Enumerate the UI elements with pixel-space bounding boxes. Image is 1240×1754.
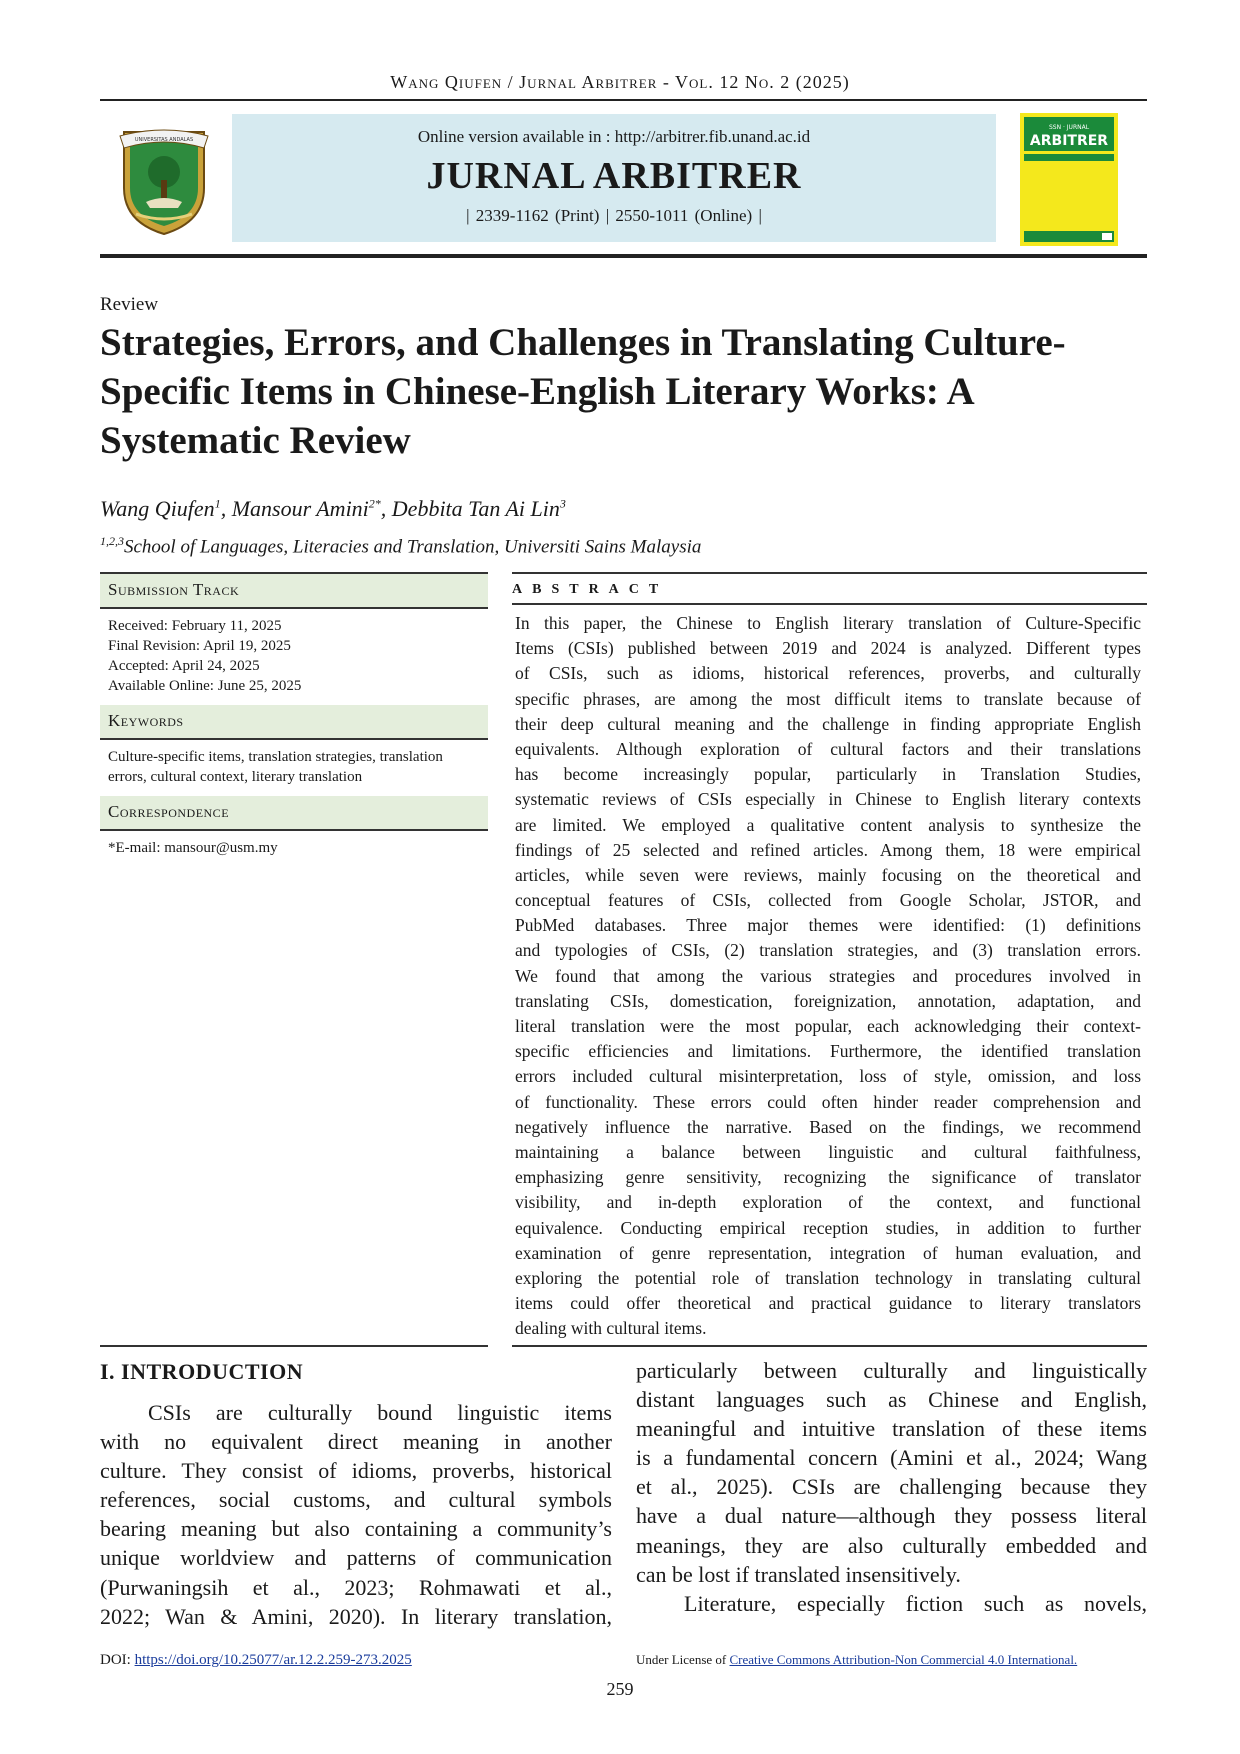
- author-name: Wang Qiufen: [100, 496, 215, 521]
- correspondence-body: [100, 831, 488, 867]
- keywords-heading: Keywords: [100, 705, 488, 738]
- submission-date: Available Online: June 25, 2025: [108, 678, 302, 694]
- doi-link[interactable]: https://doi.org/10.25077/ar.12.2.259-273.2025: [134, 1652, 412, 1668]
- university-seal-icon: [116, 126, 212, 236]
- keywords-line: Culture-specific items, translation strategies, translation: [108, 749, 443, 765]
- submission-track-heading: Submission Track: [100, 574, 488, 607]
- paragraph-line: culture. They consist of idioms, proverbs, historical: [100, 1458, 612, 1484]
- author-sup: 3: [559, 496, 566, 511]
- affiliation-sup: 1,2,3: [100, 534, 124, 548]
- author-sup: 2*: [368, 496, 381, 511]
- abstract-line: items could offer theoretical and practical guidance to literary translators: [515, 1293, 1141, 1314]
- abstract-line: articles, while seven were reviews, mainly focusing on the theoretical and: [515, 864, 1141, 885]
- abstract-line: emphasizing genre sensitivity, recognizing the significance of translator: [515, 1167, 1141, 1188]
- paragraph-line: can be lost if translated insensitively.: [636, 1561, 961, 1587]
- abstract-line: and typologies of CSIs, (2) translation strategies, and (3) translation errors.: [515, 940, 1141, 961]
- affiliation: [100, 534, 701, 558]
- abstract-heading: ABSTRACT: [512, 582, 669, 597]
- intro-column-left: [100, 1398, 612, 1631]
- abstract-text: [515, 611, 1141, 1341]
- title-line: Specific Items in Chinese-English Literary Works: A: [100, 370, 975, 413]
- abstract-line: of functionality. These errors could often hinder reader comprehension and: [515, 1091, 1141, 1112]
- paragraph-line: unique worldview and patterns of communication: [100, 1545, 612, 1571]
- abstract-line: specific efficiencies and limitations. Furthermore, the identified translation: [515, 1041, 1141, 1062]
- section-heading-introduction: I. INTRODUCTION: [100, 1359, 304, 1384]
- submission-track-body: [100, 609, 488, 705]
- abstract-line: PubMed databases. Three major themes were identified: (1) definitions: [515, 915, 1141, 936]
- submission-date: Received: February 11, 2025: [108, 618, 282, 634]
- abstract-line: maintaining a balance between linguistic and cultural faithfulness,: [515, 1141, 1141, 1162]
- abstract-line: We found that among the various strategies and procedures involved in: [515, 965, 1141, 986]
- paragraph-line: distant languages such as Chinese and English,: [636, 1387, 1147, 1413]
- paragraph-line: 2022; Wan & Amini, 2020). In literary translation,: [100, 1603, 612, 1629]
- abstract-line: findings of 25 selected and refined articles. Among them, 18 were empirical: [515, 839, 1141, 860]
- abstract-line: are limited. We employed a qualitative content analysis to synthesize the: [515, 814, 1141, 835]
- article-type: Review: [100, 294, 159, 315]
- author-name: Mansour Amini: [231, 496, 369, 521]
- abstract-top-rule: [512, 572, 1147, 574]
- intro-column-right: [636, 1356, 1147, 1618]
- abstract-line: equivalents. Although exploration of cultural factors and their translations: [515, 738, 1141, 759]
- seal-ribbon-text: UNIVERSITAS ANDALAS: [134, 137, 194, 143]
- abstract-line: systematic reviews of CSIs especially in Chinese to English literary contexts: [515, 789, 1141, 810]
- abstract-line: translating CSIs, domestication, foreignization, annotation, adaptation, and: [515, 990, 1141, 1011]
- title-line: Systematic Review: [100, 419, 411, 462]
- paragraph-line: meaningful and intuitive translation of these items: [636, 1416, 1147, 1442]
- keywords-body: [100, 740, 488, 796]
- submission-date: Final Revision: April 19, 2025: [108, 638, 291, 654]
- doi-label: DOI:: [100, 1652, 135, 1668]
- abstract-bottom-rule: [512, 1345, 1147, 1347]
- journal-cover-icon: [1020, 113, 1118, 246]
- abstract-line: their deep cultural meaning and the challenge in finding appropriate English: [515, 713, 1141, 734]
- abstract-heading-rule: [512, 603, 1147, 605]
- submission-date: Accepted: April 24, 2025: [108, 658, 260, 674]
- correspondence-email: *E-mail: mansour@usm.my: [108, 840, 278, 856]
- abstract-line: conceptual features of CSIs, collected from Google Scholar, JSTOR, and: [515, 890, 1141, 911]
- page-number: 259: [606, 1679, 634, 1699]
- cover-small-text: SSN · JURNAL: [1048, 124, 1090, 131]
- paragraph-line: is a fundamental concern (Amini et al., 2024; Wang: [636, 1445, 1147, 1471]
- sidebar-bottom-rule: [100, 1345, 488, 1347]
- paragraph-line: with no equivalent direct meaning in another: [100, 1429, 612, 1455]
- abstract-line: equivalence. Conducting empirical reception studies, in addition to further: [515, 1217, 1141, 1238]
- license-label: Under License of: [636, 1652, 730, 1667]
- paragraph-line: references, social customs, and cultural symbols: [100, 1487, 612, 1513]
- paragraph-line: bearing meaning but also containing a community’s: [100, 1516, 612, 1542]
- abstract-line: negatively influence the narrative. Based on the findings, we recommend: [515, 1116, 1141, 1137]
- keywords-line: errors, cultural context, literary translation: [108, 769, 363, 785]
- correspondence-heading: Correspondence: [100, 796, 488, 829]
- abstract-line: exploring the potential role of translation technology in translating cultural: [515, 1267, 1141, 1288]
- affiliation-text: School of Languages, Literacies and Translation, Universiti Sains Malaysia: [124, 536, 702, 558]
- doi-line: [100, 1652, 412, 1669]
- paragraph-line: have a dual nature—although they possess literal: [636, 1503, 1147, 1529]
- license-line: [636, 1652, 1077, 1668]
- journal-title: JURNAL ARBITRER: [426, 155, 802, 197]
- author-name: Debbita Tan Ai Lin: [391, 496, 560, 521]
- abstract-line: visibility, and in-depth exploration of the context, and functional: [515, 1192, 1141, 1213]
- abstract-line: of CSIs, such as idioms, historical references, proverbs, and culturally: [515, 663, 1141, 684]
- license-link[interactable]: Creative Commons Attribution-Non Commercial 4.0 International.: [729, 1652, 1078, 1667]
- banner-bottom-rule: [100, 254, 1147, 258]
- abstract-line: examination of genre representation, integration of human evaluation, and: [515, 1242, 1141, 1263]
- author-list: Wang Qiufen$^1$, Mansour Amini$^{2*}$, Debbita Tan Ai Lin$^3$: [100, 496, 566, 521]
- journal-banner: [232, 114, 996, 242]
- abstract-line: errors included cultural misinterpretation, loss of style, omission, and loss: [515, 1066, 1141, 1087]
- paragraph-line: (Purwaningsih et al., 2023; Rohmawati et al.,: [100, 1574, 612, 1600]
- header-rule: [100, 99, 1147, 101]
- abstract-line: specific phrases, are among the most difficult items to translate because of: [515, 688, 1141, 709]
- author-sup: 1: [214, 496, 221, 511]
- paragraph-line: et al., 2025). CSIs are challenging because they: [636, 1474, 1147, 1500]
- paragraph-line: Literature, especially fiction such as novels,: [684, 1590, 1147, 1616]
- article-title: [100, 318, 1145, 465]
- abstract-line: literal translation were the most popular, each acknowledging their context-: [515, 1016, 1141, 1036]
- issn-line: | 2339-1162 (Print) | 2550-1011 (Online) |: [466, 206, 762, 225]
- running-head: Wang Qiufen / Jurnal Arbitrer - Vol. 12 No. 2 (2025): [390, 72, 850, 92]
- article-info-sidebar: [100, 572, 488, 867]
- online-version-text: Online version available in : http://arbitrer.fib.unand.ac.id: [417, 127, 811, 146]
- abstract-line: Items (CSIs) published between 2019 and 2024 is analyzed. Different types: [515, 638, 1141, 659]
- abstract-line: In this paper, the Chinese to English literary translation of Culture-Specific: [515, 613, 1141, 633]
- paragraph-line: CSIs are culturally bound linguistic items: [148, 1400, 612, 1425]
- abstract-line: dealing with cultural items.: [515, 1318, 707, 1339]
- title-line: Strategies, Errors, and Challenges in Translating Culture-: [100, 321, 1066, 364]
- paragraph-line: meanings, they are also culturally embedded and: [636, 1532, 1147, 1558]
- paragraph-line: particularly between culturally and linguistically: [636, 1358, 1147, 1383]
- cover-title: ARBITRER: [1029, 133, 1109, 149]
- abstract-line: has become increasingly popular, particularly in Translation Studies,: [515, 764, 1141, 785]
